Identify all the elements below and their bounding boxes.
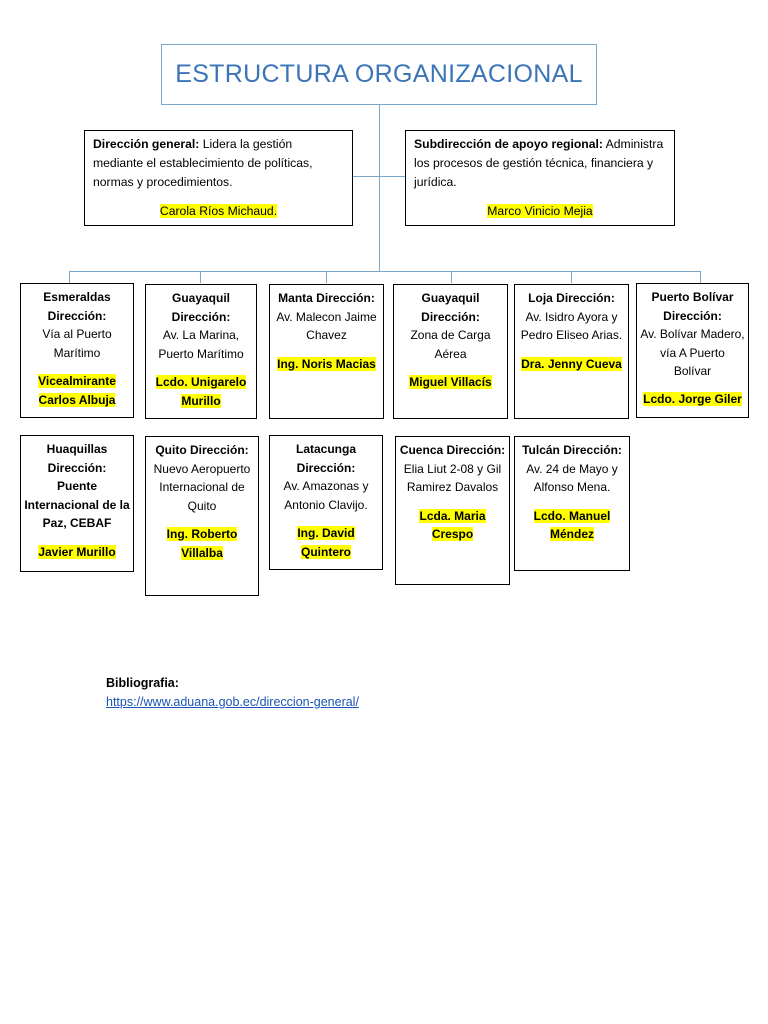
person-name: Ing. Noris Macias bbox=[277, 356, 376, 371]
person-name: Marco Vinicio Mejia bbox=[487, 204, 593, 218]
connector-drop-4 bbox=[451, 271, 452, 283]
connector-drop-6 bbox=[700, 271, 701, 283]
node-heading: Huaquillas Dirección: bbox=[46, 442, 108, 475]
node-heading: Guayaquil Dirección: bbox=[421, 291, 480, 324]
node-guayaquil-aerea bbox=[393, 284, 508, 419]
chart-title: ESTRUCTURA ORGANIZACIONAL bbox=[175, 60, 583, 88]
node-person bbox=[273, 524, 379, 561]
node-lead: Dirección general: bbox=[93, 137, 200, 151]
person-name: Lcdo. Manuel Méndez bbox=[533, 508, 611, 541]
node-heading: Puerto Bolívar Dirección: bbox=[651, 290, 734, 323]
node-direccion-general bbox=[84, 130, 353, 226]
node-person bbox=[414, 202, 666, 221]
node-heading: Latacunga Dirección: bbox=[295, 442, 356, 475]
connector-top-left bbox=[353, 176, 379, 177]
node-esmeraldas bbox=[20, 283, 134, 418]
node-address: Av. Amazonas y Antonio Clavijo. bbox=[283, 479, 369, 512]
node-address: Av. 24 de Mayo y Alfonso Mena. bbox=[526, 461, 618, 494]
person-name: Miguel Villacís bbox=[409, 375, 492, 389]
node-person bbox=[149, 525, 255, 562]
node-lead: Subdirección de apoyo regional: bbox=[414, 137, 603, 151]
node-address: Elia Liut 2-08 y Gil Ramirez Davalos bbox=[403, 461, 502, 494]
person-name: Ing. David Quintero bbox=[297, 526, 355, 559]
node-huaquillas bbox=[20, 435, 134, 572]
node-address: Av. Isidro Ayora y Pedro Eliseo Arias. bbox=[520, 309, 623, 342]
bibliography bbox=[106, 674, 359, 712]
node-person bbox=[273, 355, 380, 374]
person-name: Javier Murillo bbox=[38, 544, 116, 559]
person-name: Lcdo. Unigarelo Murillo bbox=[155, 375, 247, 408]
node-person bbox=[24, 543, 130, 562]
node-loja bbox=[514, 284, 629, 419]
node-address: Av. La Marina, Puerto Marítimo bbox=[158, 328, 244, 361]
connector-horizontal-bus bbox=[69, 271, 700, 272]
person-name: Ing. Roberto Villalba bbox=[166, 527, 238, 560]
node-guayaquil-maritimo bbox=[145, 284, 257, 419]
person-name: Lcda. Maria Crespo bbox=[419, 508, 486, 541]
node-address: Av. Malecon Jaime Chavez bbox=[276, 309, 377, 342]
node-manta bbox=[269, 284, 384, 419]
person-name: Carola Ríos Michaud. bbox=[159, 204, 278, 218]
connector-drop-3 bbox=[326, 271, 327, 283]
node-person bbox=[640, 390, 745, 409]
node-tulcan bbox=[514, 436, 630, 571]
node-latacunga bbox=[269, 435, 383, 570]
node-text: Lidera la gestión mediante el establecimiento de políticas, normas y procedimientos. bbox=[93, 137, 313, 189]
node-address: Puente Internacional de la Paz, CEBAF bbox=[24, 479, 130, 530]
node-quito bbox=[145, 436, 259, 596]
connector-drop-5 bbox=[571, 271, 572, 283]
connector-drop-1 bbox=[69, 271, 70, 283]
node-description bbox=[93, 135, 344, 192]
node-heading: Cuenca Dirección: bbox=[399, 443, 506, 457]
chart-title-box bbox=[161, 44, 597, 105]
node-person bbox=[518, 507, 626, 544]
node-address: Nuevo Aeropuerto Internacional de Quito bbox=[153, 461, 251, 513]
node-address: Vía al Puerto Marítimo bbox=[42, 327, 112, 360]
connector-top-right bbox=[380, 176, 405, 177]
node-heading: Quito Dirección: bbox=[155, 443, 249, 457]
node-subdireccion-apoyo bbox=[405, 130, 675, 226]
node-person bbox=[149, 373, 253, 410]
node-address: Av. Bolívar Madero, vía A Puerto Bolívar bbox=[640, 327, 745, 378]
node-person bbox=[24, 372, 130, 409]
node-person bbox=[399, 507, 506, 544]
bibliography-link[interactable]: https://www.aduana.gob.ec/direccion-general/ bbox=[106, 695, 359, 709]
node-heading: Esmeraldas Dirección: bbox=[43, 290, 111, 323]
node-cuenca bbox=[395, 436, 510, 585]
node-address: Zona de Carga Aérea bbox=[410, 328, 491, 361]
node-heading: Manta Dirección: bbox=[278, 291, 375, 305]
connector-trunk bbox=[379, 105, 380, 272]
node-heading: Guayaquil Dirección: bbox=[171, 291, 231, 324]
node-puerto-bolivar bbox=[636, 283, 749, 418]
person-name: Dra. Jenny Cueva bbox=[521, 356, 622, 371]
node-text: Administra los procesos de gestión técnica, financiera y jurídica. bbox=[414, 137, 664, 189]
node-person bbox=[518, 355, 625, 374]
connector-drop-2 bbox=[200, 271, 201, 283]
node-heading: Tulcán Dirección: bbox=[522, 443, 622, 457]
node-person bbox=[93, 202, 344, 221]
node-description bbox=[414, 135, 666, 192]
bibliography-label: Bibliografia: bbox=[106, 676, 179, 690]
person-name: Vicealmirante Carlos Albuja bbox=[38, 374, 116, 407]
node-heading: Loja Dirección: bbox=[528, 291, 615, 305]
node-person bbox=[397, 373, 504, 392]
person-name: Lcdo. Jorge Giler bbox=[643, 391, 742, 406]
